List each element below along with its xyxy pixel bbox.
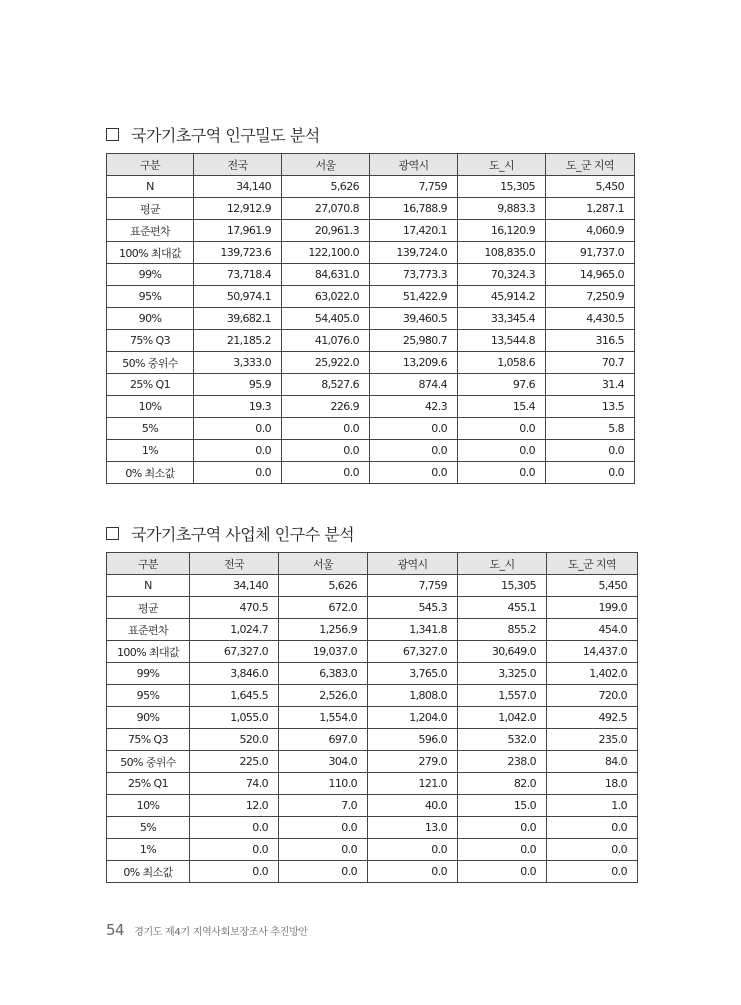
table-cell: 0.0 bbox=[547, 861, 638, 883]
row-label: N bbox=[107, 575, 190, 597]
table-cell: 17,420.1 bbox=[370, 220, 458, 242]
table-cell: 1.0 bbox=[547, 795, 638, 817]
table-cell: 54,405.0 bbox=[282, 308, 370, 330]
table-cell: 51,422.9 bbox=[370, 286, 458, 308]
table-cell: 39,460.5 bbox=[370, 308, 458, 330]
table-cell: 9,883.3 bbox=[458, 198, 546, 220]
table-cell: 235.0 bbox=[547, 729, 638, 751]
table-cell: 1,055.0 bbox=[190, 707, 279, 729]
table-cell: 67,327.0 bbox=[190, 641, 279, 663]
table-cell: 0.0 bbox=[194, 440, 282, 462]
table-cell: 0.0 bbox=[458, 839, 547, 861]
table-cell: 30,649.0 bbox=[458, 641, 547, 663]
table-row bbox=[107, 440, 635, 462]
table-cell: 41,076.0 bbox=[282, 330, 370, 352]
table-row bbox=[107, 773, 638, 795]
table-cell: 455.1 bbox=[458, 597, 547, 619]
table-cell: 17,961.9 bbox=[194, 220, 282, 242]
table-cell: 1,058.6 bbox=[458, 352, 546, 374]
table-cell: 2,526.0 bbox=[279, 685, 368, 707]
table-cell: 16,120.9 bbox=[458, 220, 546, 242]
table-row bbox=[107, 242, 635, 264]
row-label: 95% bbox=[107, 685, 190, 707]
table-row bbox=[107, 641, 638, 663]
table-row bbox=[107, 619, 638, 641]
table-cell: 0.0 bbox=[279, 839, 368, 861]
table-cell: 3,765.0 bbox=[368, 663, 458, 685]
table-cell: 4,060.9 bbox=[546, 220, 635, 242]
table-cell: 15.0 bbox=[458, 795, 547, 817]
table-cell: 279.0 bbox=[368, 751, 458, 773]
row-label: 100% 최대값 bbox=[107, 641, 190, 663]
table-cell: 8,527.6 bbox=[282, 374, 370, 396]
table-row bbox=[107, 795, 638, 817]
row-label: 95% bbox=[107, 286, 194, 308]
table-cell: 5,626 bbox=[279, 575, 368, 597]
table-cell: 0.0 bbox=[279, 817, 368, 839]
table-row bbox=[107, 462, 635, 484]
page-number: 54 bbox=[106, 921, 125, 939]
table-cell: 122,100.0 bbox=[282, 242, 370, 264]
table-row bbox=[107, 418, 635, 440]
table-row bbox=[107, 685, 638, 707]
table-row bbox=[107, 396, 635, 418]
row-label: 99% bbox=[107, 663, 190, 685]
table-row bbox=[107, 330, 635, 352]
row-label: 90% bbox=[107, 707, 190, 729]
table-cell: 67,327.0 bbox=[368, 641, 458, 663]
table-cell: 0.0 bbox=[370, 418, 458, 440]
section-title-population-density bbox=[106, 123, 320, 146]
table-cell: 0.0 bbox=[458, 440, 546, 462]
checkbox-square-icon bbox=[106, 128, 119, 141]
table-cell: 13,209.6 bbox=[370, 352, 458, 374]
table-cell: 40.0 bbox=[368, 795, 458, 817]
table-cell: 0.0 bbox=[547, 839, 638, 861]
row-label: 표준편차 bbox=[107, 220, 194, 242]
table-cell: 73,718.4 bbox=[194, 264, 282, 286]
row-label: 1% bbox=[107, 839, 190, 861]
row-label: 25% Q1 bbox=[107, 773, 190, 795]
table-cell: 3,846.0 bbox=[190, 663, 279, 685]
table-cell: 3,325.0 bbox=[458, 663, 547, 685]
table-cell: 0.0 bbox=[368, 861, 458, 883]
table-cell: 0.0 bbox=[370, 440, 458, 462]
row-label: 75% Q3 bbox=[107, 330, 194, 352]
table-cell: 13.0 bbox=[368, 817, 458, 839]
row-label: 평균 bbox=[107, 198, 194, 220]
table-row bbox=[107, 729, 638, 751]
table-cell: 0.0 bbox=[370, 462, 458, 484]
table-cell: 470.5 bbox=[190, 597, 279, 619]
row-label: 1% bbox=[107, 440, 194, 462]
row-label: 5% bbox=[107, 418, 194, 440]
table-cell: 13,544.8 bbox=[458, 330, 546, 352]
table-cell: 545.3 bbox=[368, 597, 458, 619]
table-cell: 45,914.2 bbox=[458, 286, 546, 308]
table-cell: 1,204.0 bbox=[368, 707, 458, 729]
table-cell: 199.0 bbox=[547, 597, 638, 619]
table-cell: 25,980.7 bbox=[370, 330, 458, 352]
column-header: 전국 bbox=[194, 154, 282, 176]
table-cell: 697.0 bbox=[279, 729, 368, 751]
table-cell: 70,324.3 bbox=[458, 264, 546, 286]
table-cell: 108,835.0 bbox=[458, 242, 546, 264]
table-cell: 7,759 bbox=[370, 176, 458, 198]
table-cell: 42.3 bbox=[370, 396, 458, 418]
table-cell: 91,737.0 bbox=[546, 242, 635, 264]
table-cell: 0.0 bbox=[190, 839, 279, 861]
table-cell: 33,345.4 bbox=[458, 308, 546, 330]
column-header: 도_시 bbox=[458, 154, 546, 176]
table-cell: 82.0 bbox=[458, 773, 547, 795]
row-label: 25% Q1 bbox=[107, 374, 194, 396]
table-row bbox=[107, 839, 638, 861]
table-cell: 34,140 bbox=[194, 176, 282, 198]
table-cell: 0.0 bbox=[279, 861, 368, 883]
table-cell: 1,024.7 bbox=[190, 619, 279, 641]
table-cell: 7.0 bbox=[279, 795, 368, 817]
business-population-table bbox=[106, 552, 638, 883]
table-cell: 50,974.1 bbox=[194, 286, 282, 308]
table-cell: 7,759 bbox=[368, 575, 458, 597]
table-cell: 19,037.0 bbox=[279, 641, 368, 663]
table-cell: 12.0 bbox=[190, 795, 279, 817]
table-cell: 39,682.1 bbox=[194, 308, 282, 330]
table-cell: 31.4 bbox=[546, 374, 635, 396]
row-label: 평균 bbox=[107, 597, 190, 619]
table-cell: 5,450 bbox=[546, 176, 635, 198]
table-row bbox=[107, 861, 638, 883]
table-cell: 304.0 bbox=[279, 751, 368, 773]
table-cell: 0.0 bbox=[368, 839, 458, 861]
table-cell: 70.7 bbox=[546, 352, 635, 374]
page-footer bbox=[106, 920, 308, 939]
table-row bbox=[107, 707, 638, 729]
table-row bbox=[107, 597, 638, 619]
column-header: 서울 bbox=[279, 553, 368, 575]
table-row bbox=[107, 663, 638, 685]
table-cell: 15.4 bbox=[458, 396, 546, 418]
row-label: 10% bbox=[107, 795, 190, 817]
table-cell: 1,557.0 bbox=[458, 685, 547, 707]
table-cell: 5,626 bbox=[282, 176, 370, 198]
table-cell: 1,042.0 bbox=[458, 707, 547, 729]
table-row bbox=[107, 308, 635, 330]
table-cell: 63,022.0 bbox=[282, 286, 370, 308]
table-cell: 110.0 bbox=[279, 773, 368, 795]
table-cell: 18.0 bbox=[547, 773, 638, 795]
row-label: 50% 중위수 bbox=[107, 751, 190, 773]
row-label: 50% 중위수 bbox=[107, 352, 194, 374]
table-cell: 25,922.0 bbox=[282, 352, 370, 374]
row-label: 90% bbox=[107, 308, 194, 330]
table-cell: 139,723.6 bbox=[194, 242, 282, 264]
table-cell: 1,287.1 bbox=[546, 198, 635, 220]
section-title-text: 국가기초구역 인구밀도 분석 bbox=[131, 126, 320, 145]
table-cell: 20,961.3 bbox=[282, 220, 370, 242]
table-cell: 672.0 bbox=[279, 597, 368, 619]
table-row bbox=[107, 286, 635, 308]
table-cell: 15,305 bbox=[458, 575, 547, 597]
table-cell: 5,450 bbox=[547, 575, 638, 597]
table-row bbox=[107, 176, 635, 198]
table-cell: 121.0 bbox=[368, 773, 458, 795]
table-cell: 95.9 bbox=[194, 374, 282, 396]
table-cell: 720.0 bbox=[547, 685, 638, 707]
table-cell: 0.0 bbox=[190, 817, 279, 839]
table-cell: 15,305 bbox=[458, 176, 546, 198]
table-cell: 3,333.0 bbox=[194, 352, 282, 374]
table-cell: 6,383.0 bbox=[279, 663, 368, 685]
table-cell: 97.6 bbox=[458, 374, 546, 396]
row-label: 100% 최대값 bbox=[107, 242, 194, 264]
column-header: 도_시 bbox=[458, 553, 547, 575]
table-row bbox=[107, 198, 635, 220]
section-title-text: 국가기초구역 사업체 인구수 분석 bbox=[131, 525, 355, 544]
table-cell: 1,256.9 bbox=[279, 619, 368, 641]
table-cell: 0.0 bbox=[458, 817, 547, 839]
table-header-row bbox=[107, 154, 635, 176]
table-cell: 454.0 bbox=[547, 619, 638, 641]
table-cell: 1,402.0 bbox=[547, 663, 638, 685]
table-cell: 0.0 bbox=[546, 462, 635, 484]
table-cell: 1,645.5 bbox=[190, 685, 279, 707]
table-cell: 520.0 bbox=[190, 729, 279, 751]
table-cell: 12,912.9 bbox=[194, 198, 282, 220]
table-cell: 74.0 bbox=[190, 773, 279, 795]
table-cell: 0.0 bbox=[282, 418, 370, 440]
table-cell: 4,430.5 bbox=[546, 308, 635, 330]
table-header-row bbox=[107, 553, 638, 575]
footer-doc-title: 경기도 제4기 지역사회보장조사 추진방안 bbox=[134, 927, 308, 938]
table-cell: 1,554.0 bbox=[279, 707, 368, 729]
row-label: 표준편차 bbox=[107, 619, 190, 641]
table-row bbox=[107, 575, 638, 597]
table-row bbox=[107, 220, 635, 242]
row-label: 75% Q3 bbox=[107, 729, 190, 751]
column-header: 광역시 bbox=[368, 553, 458, 575]
population-density-table bbox=[106, 153, 635, 484]
table-cell: 532.0 bbox=[458, 729, 547, 751]
table-cell: 0.0 bbox=[458, 861, 547, 883]
table-cell: 316.5 bbox=[546, 330, 635, 352]
table-cell: 14,965.0 bbox=[546, 264, 635, 286]
column-header: 도_군 지역 bbox=[546, 154, 635, 176]
table-cell: 19.3 bbox=[194, 396, 282, 418]
table-cell: 0.0 bbox=[458, 418, 546, 440]
table-cell: 238.0 bbox=[458, 751, 547, 773]
table-cell: 855.2 bbox=[458, 619, 547, 641]
row-label: 0% 최소값 bbox=[107, 861, 190, 883]
table-cell: 73,773.3 bbox=[370, 264, 458, 286]
table-cell: 1,808.0 bbox=[368, 685, 458, 707]
table-cell: 226.9 bbox=[282, 396, 370, 418]
table-cell: 5.8 bbox=[546, 418, 635, 440]
table-row bbox=[107, 352, 635, 374]
row-label: 5% bbox=[107, 817, 190, 839]
table-cell: 596.0 bbox=[368, 729, 458, 751]
table-cell: 34,140 bbox=[190, 575, 279, 597]
table-cell: 16,788.9 bbox=[370, 198, 458, 220]
table-cell: 84,631.0 bbox=[282, 264, 370, 286]
table-cell: 27,070.8 bbox=[282, 198, 370, 220]
table-cell: 1,341.8 bbox=[368, 619, 458, 641]
table-cell: 225.0 bbox=[190, 751, 279, 773]
column-header: 광역시 bbox=[370, 154, 458, 176]
table-cell: 0.0 bbox=[547, 817, 638, 839]
column-header: 구분 bbox=[107, 154, 194, 176]
table-row bbox=[107, 374, 635, 396]
row-label: 0% 최소값 bbox=[107, 462, 194, 484]
table-row bbox=[107, 264, 635, 286]
table-cell: 0.0 bbox=[190, 861, 279, 883]
table-cell: 492.5 bbox=[547, 707, 638, 729]
table-cell: 874.4 bbox=[370, 374, 458, 396]
table-cell: 0.0 bbox=[458, 462, 546, 484]
column-header: 도_군 지역 bbox=[547, 553, 638, 575]
table-cell: 14,437.0 bbox=[547, 641, 638, 663]
table-cell: 0.0 bbox=[282, 462, 370, 484]
column-header: 서울 bbox=[282, 154, 370, 176]
table-cell: 0.0 bbox=[194, 462, 282, 484]
column-header: 전국 bbox=[190, 553, 279, 575]
table-cell: 139,724.0 bbox=[370, 242, 458, 264]
checkbox-square-icon bbox=[106, 527, 119, 540]
table-cell: 0.0 bbox=[546, 440, 635, 462]
section-title-business-population bbox=[106, 522, 354, 545]
table-cell: 0.0 bbox=[194, 418, 282, 440]
row-label: 10% bbox=[107, 396, 194, 418]
column-header: 구분 bbox=[107, 553, 190, 575]
table-cell: 21,185.2 bbox=[194, 330, 282, 352]
table-cell: 7,250.9 bbox=[546, 286, 635, 308]
table-row bbox=[107, 817, 638, 839]
row-label: N bbox=[107, 176, 194, 198]
table-row bbox=[107, 751, 638, 773]
table-cell: 0.0 bbox=[282, 440, 370, 462]
table-cell: 84.0 bbox=[547, 751, 638, 773]
table-cell: 13.5 bbox=[546, 396, 635, 418]
row-label: 99% bbox=[107, 264, 194, 286]
